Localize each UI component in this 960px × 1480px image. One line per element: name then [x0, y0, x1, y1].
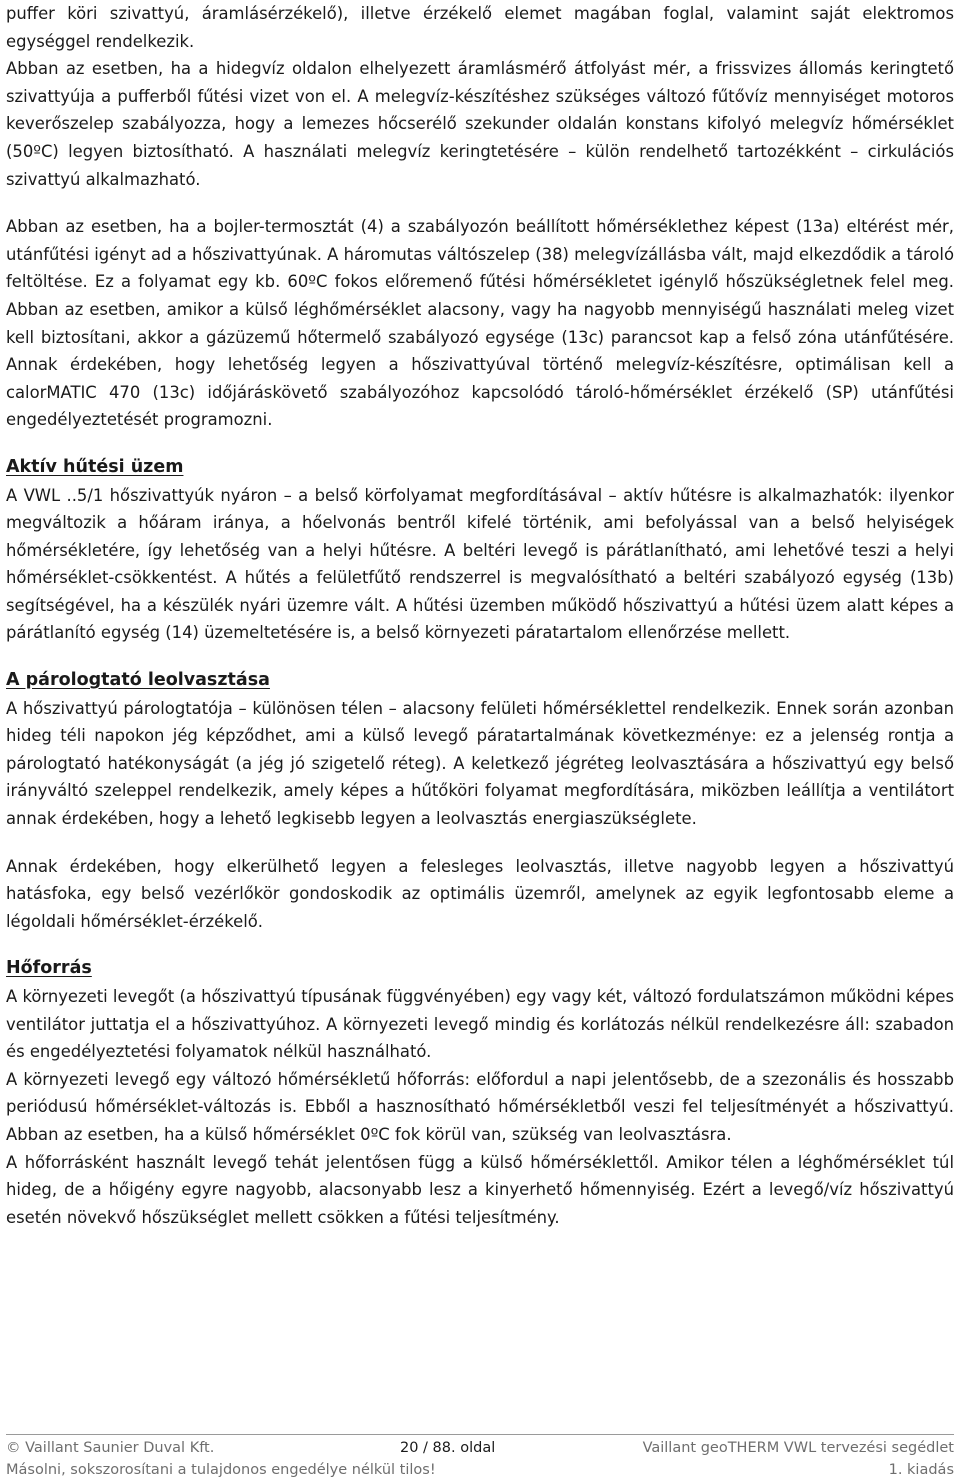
heading-active-cooling: Aktív hűtési üzem: [6, 456, 184, 477]
footer-copy-notice: Másolni, sokszorosítani a tulajdonos engedélye nélkül tilos!: [6, 1462, 436, 1478]
footer-document-title: Vaillant geoTHERM VWL tervezési segédlet: [642, 1440, 954, 1456]
heading-heat-source: Hőforrás: [6, 958, 92, 979]
footer-copyright: © Vaillant Saunier Duval Kft.: [6, 1440, 215, 1456]
page-footer: [6, 1434, 954, 1480]
document-page: [6, 0, 954, 1231]
footer-page-number: 20 / 88. oldal: [400, 1440, 496, 1456]
paragraph-gap: [6, 193, 954, 213]
paragraph-active-cooling: A VWL ..5/1 hőszivattyúk nyáron – a belső körfolyamat megfordításával – aktív hűtésre is alkalmazhatók: ilyenkor megváltozik a hőáram iránya, a hőelvonás bentről kifelé történik, ami befolyással van a belső helyiségek hőmérsékletére, így lehetőség van a helyi hűtésre. A beltéri levegő is párátlanítható, ami lehetővé teszi a helyi hőmérséklet-csökkentést. A hűtés a felületfűtő rendszerrel is megvalósítható a beltéri szabályozó egység (13b) segítségével, ha a készülék nyári üzemre vált. A hűtési üzemben működő hőszivattyú a hűtési üzem alatt képes a párátlanító egység (14) üzemeltetésére is, a belső környezeti páratartalom ellenőrzése mellett.: [6, 485, 954, 643]
paragraph-boiler-thermostat: Abban az esetben, ha a bojler-termosztát (4) a szabályozón beállított hőmérséklethez képest (13a) eltérést mér, utánfűtési igényt ad a hőszivattyúnak. A háromutas váltószelep (38) melegvízállásba vált, majd elkezdődik a tároló feltöltése. Ez a folyamat egy kb. 60ºC fokos előremenő fűtési hőmérsékletet igénylő hőszükségletnek felel meg. Abban az esetben, amikor a külső léghőmérséklet alacsony, vagy ha nagyobb mennyiségű használati meleg vizet kell biztosítani, akkor a gázüzemű hőtermelő szabályozó egysége (13c) parancsot kap a felső zóna utánfűtésére. Annak érdekében, hogy lehetőség legyen a hőszivattyúval történő melegvíz-készítésre, optimálisan kell a calorMATIC 470 (13c) időjáráskövető szabályozóhoz kapcsolódó tároló-hőmérséklet érzékelő (SP) utánfűtési engedélyeztetését programozni.: [6, 217, 954, 430]
paragraph-fresh-water-station: Abban az esetben, ha a hidegvíz oldalon elhelyezett áramlásmérő átfolyást mér, a frissvizes állomás keringtető szivattyúja a pufferből fűtési vizet von el. A melegvíz-készítéshez szükséges változó fűtővíz mennyiséget motoros keverőszelep szabályozza, hogy a lemezes hőcserélő szekunder oldalán konstans kifolyó melegvíz hőmérséklet (50ºC) legyen biztosítható. A használati melegvíz keringtetésére – külön rendelhető tartozékként – cirkulációs szivattyú alkalmazható.: [6, 59, 954, 189]
paragraph-defrost-control: Annak érdekében, hogy elkerülhető legyen a felesleges leolvasztás, illetve nagyobb legyen a hőszivattyú hatásfoka, egy belső vezérlőkör gondoskodik az optimális üzemről, amelynek az egyik legfontosabb eleme a légoldali hőmérséklet-érzékelő.: [6, 856, 954, 931]
heading-evaporator-defrost: A párologtató leolvasztása: [6, 670, 270, 691]
paragraph-intro: puffer köri szivattyú, áramlásérzékelő), illetve érzékelő elemet magában foglal, valamint saját elektromos egységgel rendelkezik.: [6, 4, 954, 51]
footer-edition: 1. kiadás: [888, 1462, 954, 1478]
paragraph-gap: [6, 833, 954, 853]
footer-divider: [6, 1434, 954, 1435]
paragraph-gap: [6, 935, 954, 955]
paragraph-evaporator-defrost: A hőszivattyú párologtatója – különösen télen – alacsony felületi hőmérséklettel rendelkezik. Ennek során azonban hideg téli napokon jég képződhet, ami a külső levegő páratartalmának következménye: ez a jelenség rontja a párologtató hatékonyságát (a jég jó szigetelő réteg). A keletkező jégréteg leolvasztására a hőszivattyú egy belső irányváltó szeleppel rendelkezik, amely képes a hűtőköri folyamat megfordítására, miközben leállítja a ventilátort annak érdekében, hogy a lehető legkisebb legyen a leolvasztás energiaszükséglete.: [6, 698, 954, 829]
paragraph-heat-source-air: A környezeti levegőt (a hőszivattyú típusának függvényében) egy vagy két, változó fordulatszámon működni képes ventilátor juttatja el a hőszivattyúhoz. A környezeti levegő mindig és korlátozás nélkül rendelkezésre áll: szabadon és engedélyeztetési folyamatok nélkül használható.: [6, 987, 954, 1062]
paragraph-heat-source-dependence: A hőforrásként használt levegő tehát jelentősen függ a külső hőmérséklettől. Amikor télen a léghőmérséklet túl hideg, de a hőigény egyre nagyobb, alacsonyabb lesz a kinyerhető hőmennyiség. Ezért a levegő/víz hőszivattyú esetén növekvő hőszükséglet mellett csökken a fűtési teljesítmény.: [6, 1152, 954, 1227]
paragraph-gap: [6, 434, 954, 454]
paragraph-gap: [6, 647, 954, 667]
footer-row-bottom: [6, 1459, 954, 1480]
paragraph-heat-source-temperature: A környezeti levegő egy változó hőmérsékletű hőforrás: előfordul a napi jelentősebb, de a szezonális és hosszabb periódusú hőmérséklet-változás is. Ebből a hasznosítható hőmérsékletből veszi fel teljesítményét a hőszivattyú. Abban az esetben, ha a külső hőmérséklet 0ºC fok körül van, szükség van leolvasztásra.: [6, 1069, 954, 1144]
footer-row-top: [6, 1437, 954, 1459]
